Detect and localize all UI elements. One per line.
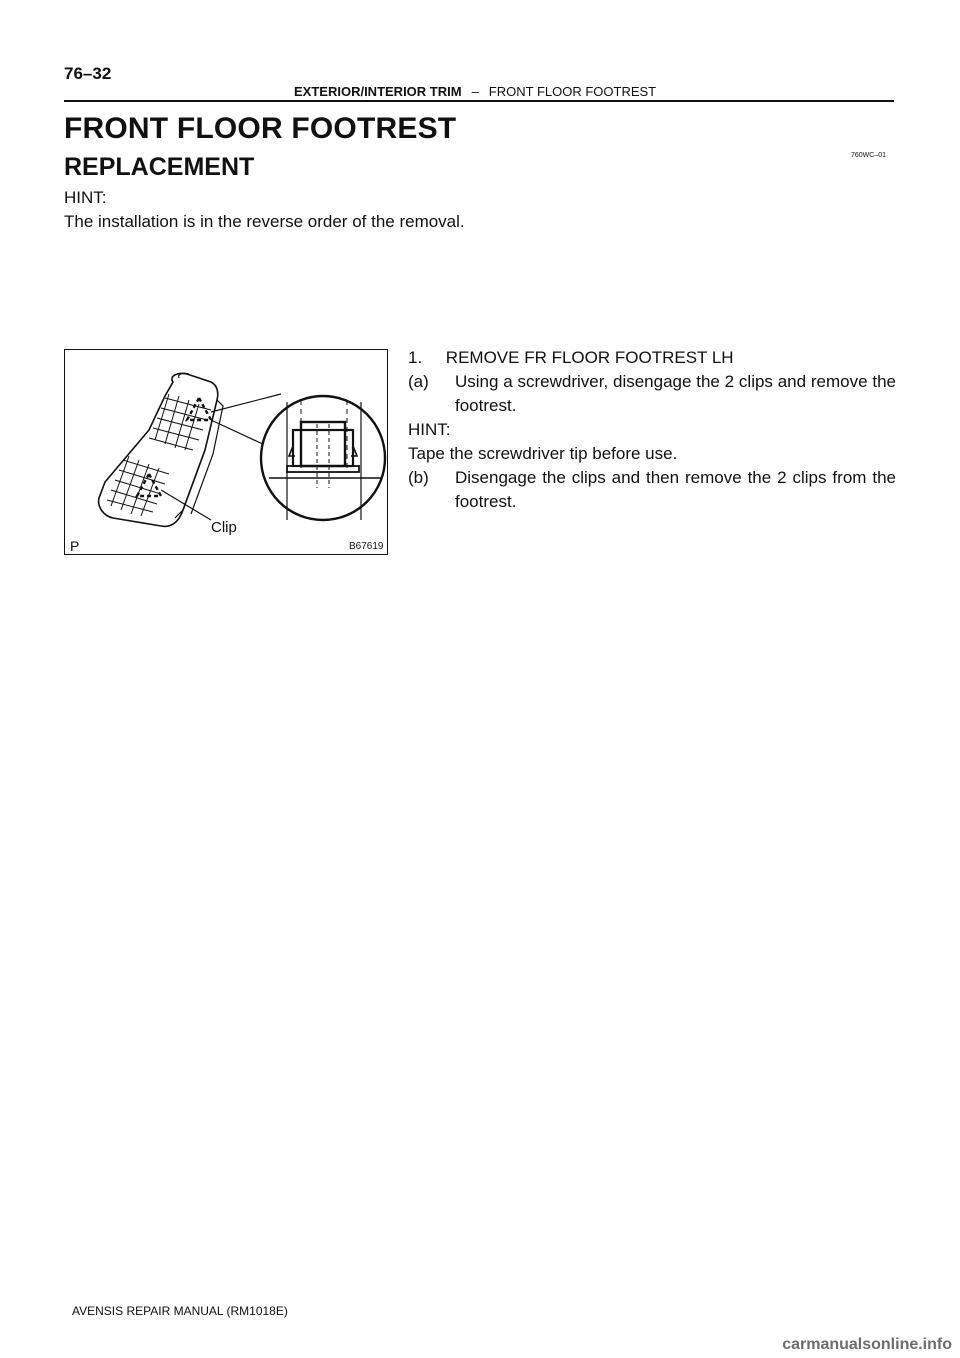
figure-code: B67619 [349, 541, 384, 552]
step-1-title: 1. REMOVE FR FLOOR FOOTREST LH [408, 348, 734, 367]
step-hint-label: HINT: [408, 420, 451, 439]
step-1a-marker: (a) [408, 372, 429, 391]
step-hint-text: Tape the screwdriver tip before use. [408, 444, 678, 463]
running-header [294, 84, 656, 99]
figure-corner-label: P [70, 538, 80, 554]
header-topic: FRONT FLOOR FOOTREST [488, 84, 657, 99]
step-1a [408, 370, 896, 418]
step-1b-text: Disengage the clips and then remove the 2 clips from the footrest. [455, 468, 896, 511]
header-section: EXTERIOR/INTERIOR TRIM [294, 84, 462, 99]
header-separator: – [471, 84, 479, 99]
step-1a-text: Using a screwdriver, disengage the 2 clips and remove the footrest. [455, 372, 896, 415]
hint-text: The installation is in the reverse order of the removal. [64, 212, 465, 231]
clip-callout: Clip [211, 519, 237, 536]
page-footer: AVENSIS REPAIR MANUAL (RM1018E) [72, 1304, 288, 1318]
watermark: carmanualsonline.info [782, 1336, 952, 1353]
page-number: 76–32 [64, 64, 112, 83]
footrest-illustration [64, 349, 388, 555]
hint-label: HINT: [64, 188, 107, 207]
step-1b [408, 466, 896, 514]
step-1b-marker: (b) [408, 468, 429, 487]
header-rule [64, 100, 894, 102]
page-title: FRONT FLOOR FOOTREST [64, 112, 457, 145]
document-code: 760WC–01 [851, 152, 887, 159]
page-subtitle: REPLACEMENT [64, 153, 255, 181]
